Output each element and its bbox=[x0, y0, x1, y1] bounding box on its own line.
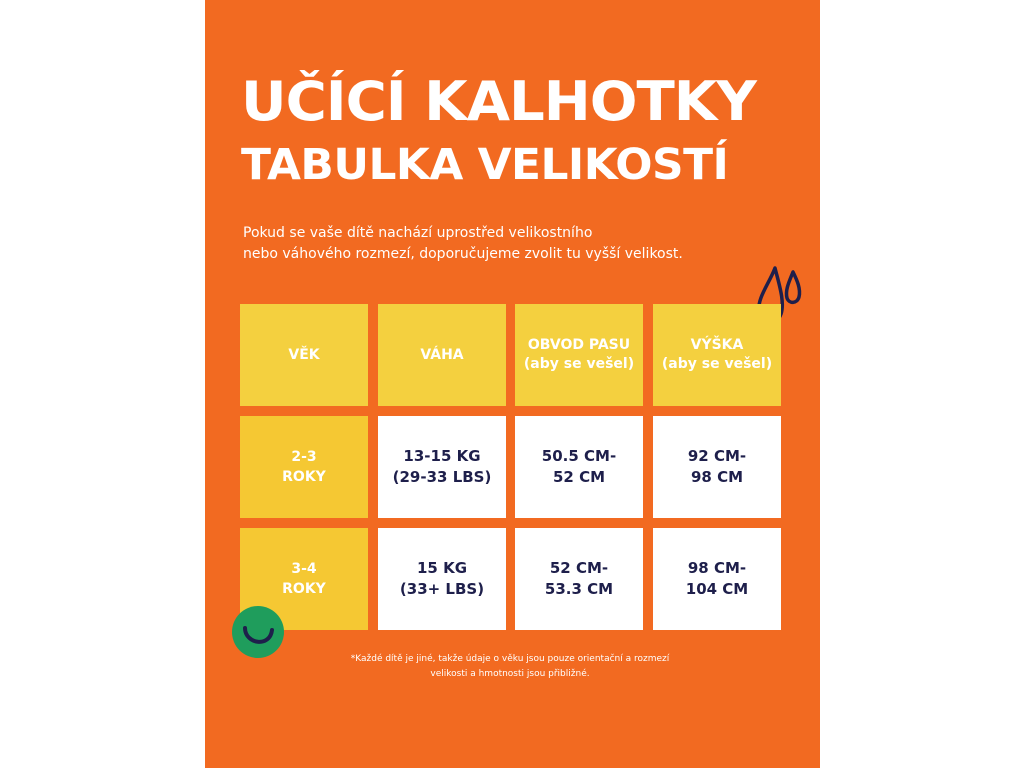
waist-min: 50.5 CM- bbox=[541, 447, 617, 465]
header-weight-label: VÁHA bbox=[420, 346, 464, 363]
table-row-1-age bbox=[240, 416, 368, 518]
waist-max: 52 CM bbox=[552, 468, 606, 486]
age-range: 2-3 bbox=[291, 449, 317, 465]
height-min: 98 CM- bbox=[687, 559, 747, 577]
weight-kg: 13-15 KG bbox=[403, 447, 481, 465]
header-weight bbox=[378, 304, 506, 406]
waist-min: 52 CM- bbox=[549, 559, 609, 577]
intro-line-2: nebo váhového rozmezí, doporučujeme zvolit tu vyšší velikost. bbox=[243, 246, 683, 262]
weight-kg: 15 KG bbox=[416, 559, 468, 577]
weight-lbs: (33+ LBS) bbox=[399, 580, 485, 598]
header-age-label: VĚK bbox=[288, 346, 320, 363]
weight-lbs: (29-33 LBS) bbox=[392, 468, 492, 486]
page-subtitle: TABULKA VELIKOSTÍ bbox=[241, 140, 729, 190]
table-row-1-height bbox=[653, 416, 781, 518]
page-title: UČÍCÍ KALHOTKY bbox=[241, 70, 756, 133]
table-row-2-weight bbox=[378, 528, 506, 630]
age-unit: ROKY bbox=[282, 469, 326, 485]
header-height-label: VÝŠKA bbox=[690, 337, 744, 353]
size-chart-poster bbox=[205, 0, 820, 768]
table-row-2-height bbox=[653, 528, 781, 630]
table-row-1-weight bbox=[378, 416, 506, 518]
table-row-1-waist bbox=[515, 416, 643, 518]
header-height-note: (aby se vešel) bbox=[661, 356, 773, 372]
header-waist-label: OBVOD PASU bbox=[527, 337, 631, 353]
smiley-face-icon bbox=[230, 604, 286, 660]
waist-max: 53.3 CM bbox=[544, 580, 614, 598]
header-age bbox=[240, 304, 368, 406]
footnote-line-2: velikosti a hmotnosti jsou přibližné. bbox=[430, 669, 590, 679]
header-waist bbox=[515, 304, 643, 406]
age-range: 3-4 bbox=[291, 561, 317, 577]
intro-text bbox=[243, 223, 743, 265]
height-max: 104 CM bbox=[685, 580, 749, 598]
age-unit: ROKY bbox=[282, 581, 326, 597]
intro-line-1: Pokud se vaše dítě nachází uprostřed velikostního bbox=[243, 225, 593, 241]
footnote bbox=[295, 652, 725, 682]
height-min: 92 CM- bbox=[687, 447, 747, 465]
height-max: 98 CM bbox=[690, 468, 743, 486]
header-waist-note: (aby se vešel) bbox=[523, 356, 635, 372]
table-row-2-waist bbox=[515, 528, 643, 630]
footnote-line-1: *Každé dítě je jiné, takže údaje o věku jsou pouze orientační a rozmezí bbox=[350, 654, 670, 664]
header-height bbox=[653, 304, 781, 406]
